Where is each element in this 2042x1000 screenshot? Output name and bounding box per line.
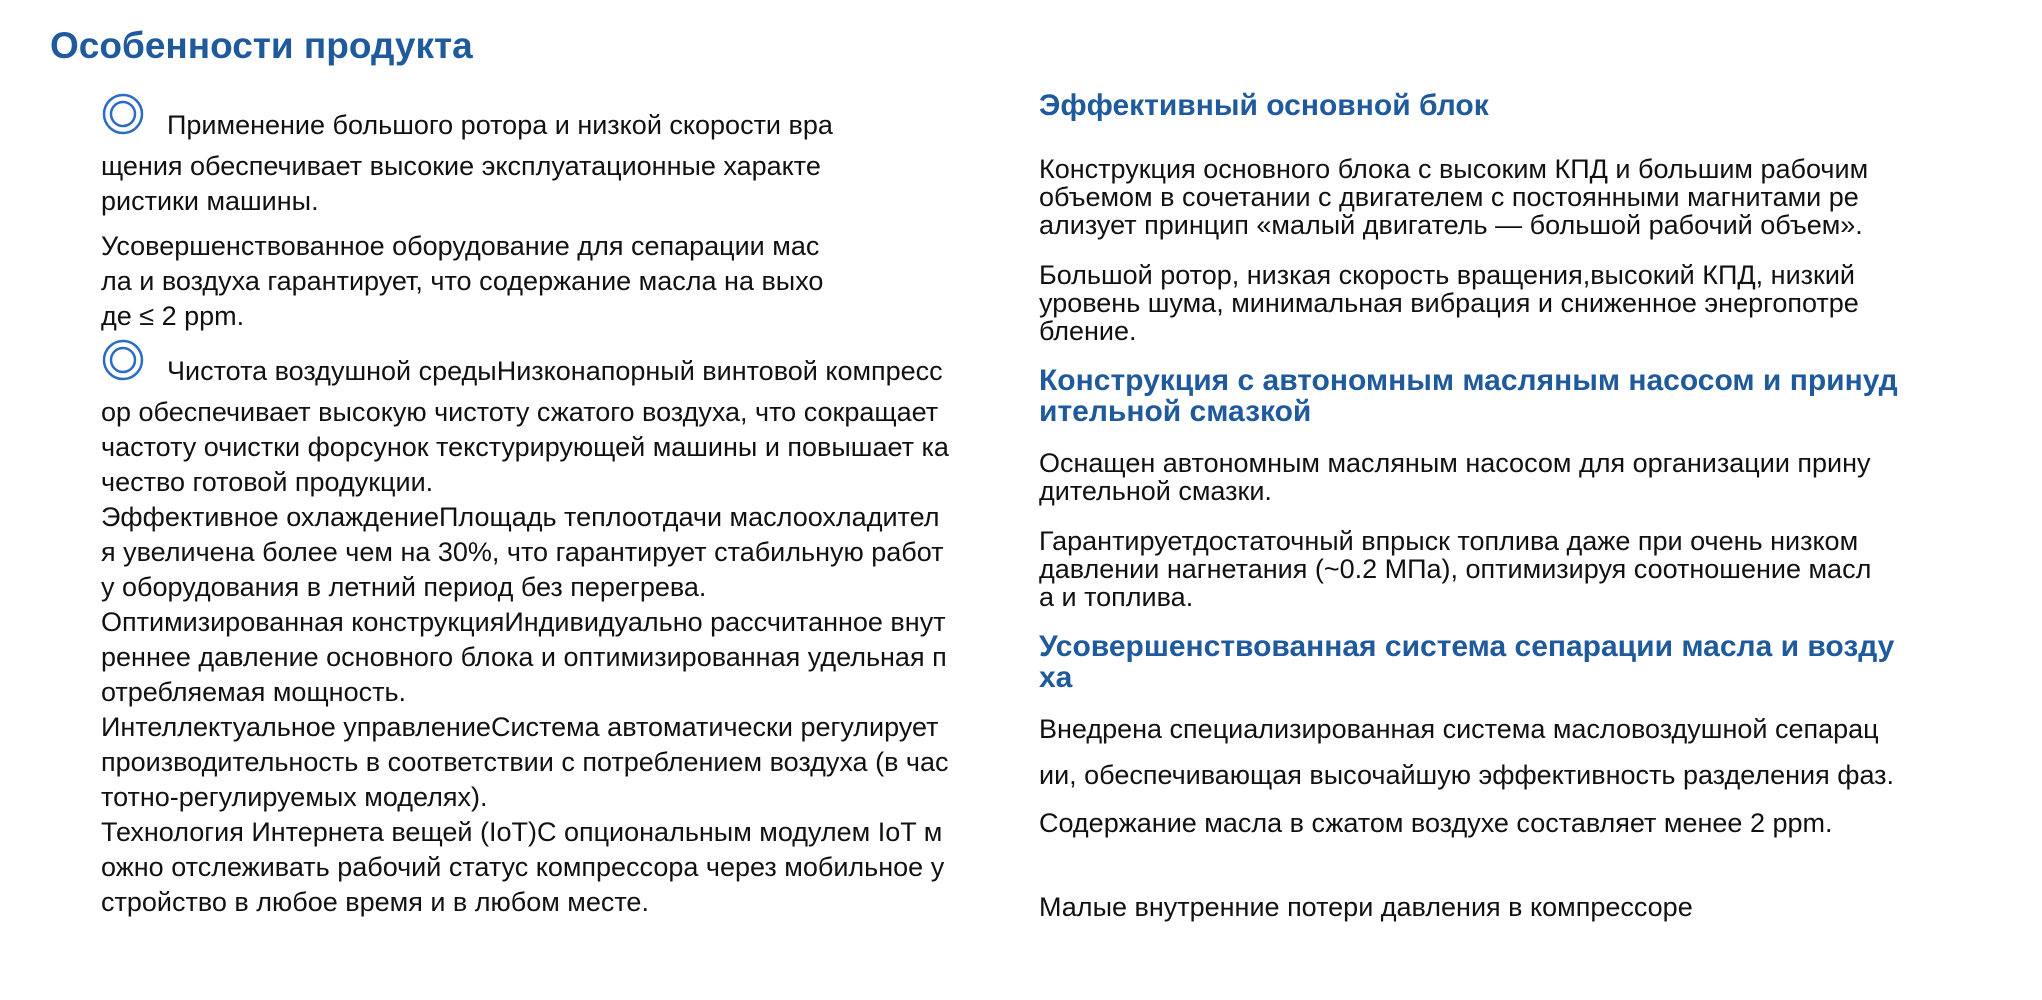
bullet-text: Чистота воздушной средыНизконапорный винтовой компресс xyxy=(167,356,943,386)
left-column xyxy=(101,96,1021,920)
section-heading: Конструкция с автономным масляным насосом и принуд ительной смазкой xyxy=(1039,364,1898,428)
paragraph: Большой ротор, низкая скорость вращения,высокий КПД, низкий уровень шума, минимальная вибрация и сниженное энергопотре бление. xyxy=(1039,260,1859,346)
paragraph: Усовершенствованное оборудование для сепарации мас ла и воздуха гарантирует, что содержание масла на выхо де ≤ 2 ppm. xyxy=(101,231,824,331)
feature-bullet-rotor xyxy=(101,96,1021,143)
paragraph: Внедрена специализированная система масловоздушной сепарац xyxy=(1039,714,1879,744)
bullet-text: Применение большого ротора и низкой скорости вра xyxy=(167,110,833,140)
section-heading: Эффективный основной блок xyxy=(1039,89,1489,122)
paragraph: ии, обеспечивающая высочайшую эффективность разделения фаз. xyxy=(1039,760,1895,790)
paragraph: Оснащен автономным масляным насосом для организации прину дительной смазки. xyxy=(1039,448,1871,506)
right-column xyxy=(1039,90,1999,921)
paragraph: Содержание масла в сжатом воздухе составляет менее 2 ppm. xyxy=(1039,808,1833,838)
paragraph: Малые внутренние потери давления в компрессоре xyxy=(1039,892,1693,922)
double-circle-bullet-icon xyxy=(101,92,145,136)
paragraph: Конструкция основного блока с высоким КПД и большим рабочим объемом в сочетании с двигателем с постоянными магнитами ре ализует принцип «малый двигатель — большой рабочий объем». xyxy=(1039,154,1869,240)
paragraph: ор обеспечивает высокую чистоту сжатого воздуха, что сокращает частоту очистки форсунок текстурирующей машины и повышает ка чество готовой продукции. Эффективное охлаждениеПлощадь теплоотдачи маслоохладител я увеличена более чем на 30%, что гарантирует стабильную работ у оборудования в летний период без перегрева. Оптимизированная конструкцияИндивидуально рассчитанное внут реннее давление основного блока и оптимизированная удельная п отребляемая мощность. Интеллектуальное управлениеСистема автоматически регулирует производительность в соответствии с потреблением воздуха (в час тотно-регулируемых моделях). Технология Интернета вещей (IoT)С опциональным модулем IoT м ожно отслеживать рабочий статус компрессора через мобильное у стройство в любое время и в любом месте. xyxy=(101,397,949,917)
double-circle-bullet-icon xyxy=(101,338,145,382)
paragraph: щения обеспечивает высокие эксплуатационные характе ристики машины. xyxy=(101,151,821,216)
paragraph: Гарантируетдостаточный впрыск топлива даже при очень низком давлении нагнетания (~0.2 МПа), оптимизируя соотношение масл а и топлива. xyxy=(1039,526,1872,612)
feature-bullet-air-purity xyxy=(101,342,1021,389)
section-heading: Усовершенствованная система сепарации масла и возду ха xyxy=(1039,630,1895,694)
page-title: Особенности продукта xyxy=(50,25,473,66)
